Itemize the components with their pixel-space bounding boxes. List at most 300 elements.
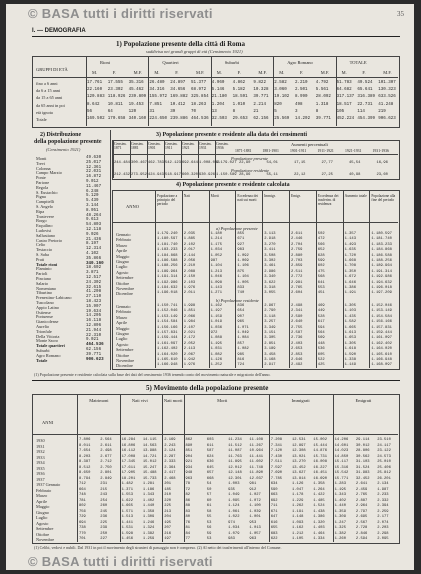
- table4-presente-row-cell: 1.191.314: [157, 275, 178, 280]
- table4-residente-row-label: Agosto: [116, 341, 129, 347]
- table4-residente-row-label: Giugno: [116, 331, 129, 336]
- table4-residente-row-label: Maggio: [116, 325, 130, 331]
- table4-residente-row-cell: 1.665: [344, 325, 356, 330]
- table5-cell: 2.259: [377, 509, 389, 514]
- table5-cell: 904: [185, 454, 193, 459]
- table4-residente-row-cell: 3.458: [264, 352, 276, 357]
- table2-row-value: 5.439: [86, 199, 99, 204]
- table5-cell: 1.034: [228, 526, 240, 530]
- table5-col-anni: ANNI: [42, 420, 54, 425]
- table4-residente-row-cell: 1.084: [237, 336, 249, 341]
- table5-cell: 243: [100, 493, 108, 497]
- table4-presente-row-cell: 1.197.209: [371, 291, 392, 296]
- table1-cell: 8: [232, 109, 236, 114]
- table1-cell: 633.526: [378, 95, 396, 100]
- table3-presente-value: 17,15: [294, 161, 306, 165]
- table1-cell: 64.682: [336, 88, 352, 93]
- table4-presente-row-cell: 1.188.256: [371, 259, 392, 263]
- table1-cell: 32.503: [211, 117, 227, 121]
- table2-row-label: Trionfale: [36, 328, 52, 334]
- table5-cell: 1.371: [121, 487, 133, 492]
- table5-cell: 2.712: [100, 460, 112, 464]
- table4-residente-row-label: Settembre: [116, 347, 134, 353]
- table5-cell: 2.333: [164, 460, 176, 464]
- table1-cell: 3.060: [274, 88, 287, 93]
- table4-residente-row-cell: 1.157.831: [157, 331, 178, 335]
- table5-row-label: Ottobre: [36, 531, 50, 537]
- table2-row-label: Totale: [36, 357, 48, 363]
- table5-group-header: Matrimoni: [89, 398, 109, 403]
- table5-cell: 197: [164, 537, 172, 541]
- table2-row-value: 16.872: [86, 175, 102, 180]
- table5-row-label: Settembre: [36, 526, 54, 531]
- table4-residente-row-cell: 425: [317, 363, 325, 368]
- table2-row-value: 12.806: [86, 324, 102, 328]
- table4-residente-row-cell: 617: [317, 320, 325, 325]
- table5-cell: 921: [185, 460, 193, 464]
- table2-row-value: 19.634: [86, 309, 102, 314]
- table1-cell: 19.453: [128, 102, 144, 107]
- table5-cell: 1.162: [292, 526, 304, 530]
- table5-cell: 225: [100, 520, 108, 525]
- table5-cell: 1.513: [121, 515, 133, 519]
- table5-cell: 58: [206, 509, 212, 514]
- table4-residente-row-cell: 1.166.948: [157, 363, 178, 368]
- table5-group-divider: [269, 394, 270, 542]
- table5-cell: 31.103: [355, 460, 370, 464]
- table5-cell: 1.013: [249, 526, 261, 530]
- table5-cell: 11.890: [249, 471, 264, 475]
- table4-residente-row-cell: 654: [237, 309, 245, 314]
- table5-cell: 729: [79, 515, 86, 519]
- table2-row-label: S. Saba: [36, 252, 49, 257]
- table4-residente-row-cell: 907: [237, 314, 245, 319]
- table4-presente-row-cell: 987: [210, 259, 218, 263]
- table5-cell: 7.120: [270, 449, 283, 453]
- table1-subcol-header: F.: [237, 70, 241, 75]
- table4-residente-row-cell: 2.851: [264, 341, 276, 346]
- table5-cell: 2.169: [164, 438, 176, 442]
- table5-cell: 13.814: [292, 476, 306, 481]
- table4-presente-label: a) Popolazione presente: [216, 226, 258, 231]
- table5-group-divider: [184, 394, 185, 542]
- table1-group-header: Suburbi: [224, 60, 240, 65]
- table5-cell: 983: [228, 537, 235, 541]
- table2-row-value: 12.361: [86, 165, 102, 170]
- table5-cell: 935: [228, 487, 235, 492]
- table5-cell: 80: [185, 515, 191, 519]
- table4-presente-row-cell: 502: [317, 232, 325, 236]
- table4-presente-row-cell: 1.104: [237, 275, 249, 280]
- table2-row-value: 8.197: [86, 242, 99, 247]
- table4-presente-row-cell: 1.180: [210, 232, 222, 236]
- table5-cell: 2.177: [377, 515, 389, 519]
- table5-cell: 622: [270, 537, 278, 541]
- table5-cell: 1.178: [292, 493, 304, 497]
- table1-cell: 19.102: [274, 95, 290, 100]
- table4-presente-row-cell: 2.088: [183, 269, 196, 274]
- table5-row-label: Agosto: [36, 520, 49, 526]
- table1-cell: 5.146: [211, 88, 225, 93]
- table5-cell: 963: [185, 476, 193, 481]
- table3-presente-value: 1.179.027: [216, 161, 237, 165]
- table4-title: 4) Popolazione presente e residente calcolata: [176, 182, 290, 188]
- table5-cell: 1.022: [228, 515, 240, 519]
- table4-residente-row-cell: 1.582: [344, 320, 356, 325]
- table5-cell: 1.003: [228, 482, 240, 486]
- table1-subcol-header: M.F.: [383, 70, 392, 75]
- table4-residente-row-cell: 1.195: [210, 341, 222, 346]
- table2-row-value: 5.120: [86, 194, 99, 199]
- table5-row-label: 1936: [36, 471, 45, 476]
- table5-row-label: 1931: [36, 443, 45, 449]
- table4-residente-row-cell: 2.590: [291, 314, 303, 319]
- table5-cell: 711: [270, 504, 278, 508]
- table5-cell: 748: [79, 493, 86, 497]
- table5-cell: 11.267: [249, 443, 264, 448]
- table5-cell: 2.641: [355, 482, 368, 486]
- table5-cell: 50: [206, 487, 212, 492]
- table4-presente-row-cell: 2.704: [291, 242, 303, 247]
- table1-cell: 3: [295, 109, 298, 114]
- table4-residente-row-cell: 2.172: [183, 336, 196, 341]
- table1-cell: 10.328: [253, 88, 269, 93]
- table1-subcol-header: M.F.: [196, 70, 205, 75]
- table3-residente-value: 23,60: [376, 173, 388, 177]
- table5-row-label: Giugno: [36, 509, 49, 515]
- table5-row-label: Luglio: [36, 515, 48, 520]
- table4-presente-row-cell: 1.720: [344, 253, 356, 258]
- table5-cell: 7.806: [79, 438, 91, 442]
- table5-cell: 1.440: [334, 504, 346, 508]
- table5-cell: 84: [185, 531, 191, 536]
- table1-subcol-header: F.: [300, 70, 304, 75]
- table4-presente-row-cell: 568: [317, 275, 325, 280]
- table5-group-header: Nati vivi: [131, 398, 148, 403]
- table5-group-header: Immigrati: [291, 398, 310, 403]
- table1-cell: 5: [274, 109, 277, 114]
- table3-presente-value: 16,96: [376, 161, 388, 165]
- table3-presente-value: 27,77: [321, 161, 333, 165]
- table4-presente-row-cell: 1.672: [344, 275, 356, 280]
- table4-residente-row-cell: 2.736: [291, 336, 303, 341]
- table5-cell: 1.598: [121, 531, 133, 536]
- table1-cell: 21: [253, 109, 259, 114]
- table5-cell: 7.690: [270, 471, 283, 475]
- table5-cell: 1.262: [292, 504, 304, 508]
- table2-row-value: 3.871: [86, 271, 99, 276]
- table5-row-label: Novembre: [36, 537, 55, 542]
- table3-residente-value: 424.943: [148, 173, 164, 177]
- table4-residente-row-cell: 1.126: [210, 358, 222, 362]
- table1-subcol-header: M.: [216, 70, 222, 75]
- table5-cell: 8.203: [79, 454, 91, 459]
- table3-presente-value: 692.644: [182, 161, 198, 165]
- table5-cell: 1.343: [334, 493, 346, 497]
- table2-row-value: 39.771: [86, 352, 102, 357]
- table5-cell: 56: [206, 526, 212, 530]
- table5-row-label: 1933: [36, 454, 45, 460]
- table5-group-divider: [120, 394, 121, 542]
- table4-presente-row-cell: 3.270: [264, 242, 276, 247]
- table5-cell: 254: [100, 498, 108, 503]
- table1-cell: 170.658: [107, 117, 126, 121]
- table5-row-label: 1932: [36, 449, 45, 454]
- table4-residente-row-cell: 2.646: [291, 358, 303, 362]
- table1-cell: 22.160: [87, 88, 103, 93]
- table5-cell: 29.114: [355, 438, 370, 442]
- table1-cell: 31: [149, 109, 155, 114]
- table5-cell: 603: [206, 438, 214, 442]
- table1-cell: 239.886: [170, 117, 188, 121]
- table5-cell: 2.611: [100, 443, 112, 448]
- table1-cell: 62.156: [253, 117, 269, 121]
- table4-presente-row-cell: 1.708: [344, 264, 356, 269]
- table4-residente-row-cell: 1.154.584: [157, 320, 178, 325]
- table5-cell: 15.733: [142, 476, 157, 481]
- table4-presente-row-cell: 927: [237, 242, 245, 247]
- table5-cell: 2.298: [377, 531, 389, 536]
- table4-residente-row-cell: 1.036: [210, 325, 222, 330]
- table4-residente-row-cell: 569: [317, 336, 325, 341]
- table2-row-value: 25.017: [86, 160, 102, 165]
- table4-presente-row-cell: 1.034: [210, 248, 222, 253]
- table4-presente-row-cell: 475: [317, 269, 325, 274]
- table5-cell: 11.441: [249, 454, 264, 459]
- table5-cell: 15.316: [334, 465, 349, 470]
- table2-row-label: Ponte: [36, 175, 46, 181]
- table4-residente-label: b) Popolazione residente: [216, 298, 259, 303]
- table3-col-header: Censim. 1931: [199, 142, 212, 151]
- table5-cell: 2.203: [377, 526, 389, 530]
- table5-cell: 14.850: [334, 454, 349, 459]
- table4-presente-row-cell: 2.859: [291, 264, 303, 269]
- table4-presente-row-cell: 1.189.964: [371, 264, 392, 269]
- table4-presente-row-cell: 3.113: [264, 232, 276, 236]
- table5-cell: 2.095: [377, 537, 389, 541]
- table4-col-divider: [262, 190, 263, 368]
- table5-cell: 30.012: [355, 443, 370, 448]
- table1-cell: 64: [107, 109, 113, 114]
- table2-row-value: 11.467: [86, 184, 102, 189]
- table2-title-2: della popolazione presente: [34, 139, 102, 145]
- table4-residente-row-cell: 2.587: [291, 331, 303, 335]
- table2-row-label: Salario: [36, 280, 49, 286]
- table5-row-label: 1930: [36, 438, 45, 443]
- table4-presente-row-cell: 1.386: [344, 286, 356, 290]
- table5-cell: 587: [206, 449, 214, 453]
- table4-residente-row-cell: 1.984: [183, 320, 196, 325]
- table1-cell: 2.582: [274, 81, 287, 85]
- table1-subcol-header: M.F.: [258, 70, 267, 75]
- table4-presente-row-cell: 2.703: [291, 259, 303, 263]
- table4-presente-row-cell: 1.186.588: [371, 253, 392, 258]
- table1-subcol-header: F.: [362, 70, 366, 75]
- table4-presente-row-cell: 2.056: [183, 259, 196, 263]
- table2-row-label: Suburbi: [36, 348, 50, 353]
- table3-residente-value: 27,25: [321, 173, 333, 177]
- table5-cell: 13.988: [142, 449, 157, 453]
- table5-cell: 15.117: [334, 460, 349, 464]
- table2-row-value: 18.423: [86, 300, 102, 304]
- table2-row-value: 22.031: [86, 170, 102, 175]
- table1-cell: 39: [170, 109, 176, 114]
- table5-cell: 18.201: [121, 476, 136, 481]
- table1-cell: 21.180: [211, 95, 227, 100]
- table4-presente-row-cell: 2.210: [183, 264, 196, 269]
- table5-cell: 7.341: [270, 443, 283, 448]
- table4-residente-row-cell: 1.156.166: [157, 325, 178, 330]
- table1-group-header: Agro Romano: [287, 60, 313, 65]
- table4-residente-row-cell: 3.168: [264, 358, 276, 362]
- table4-residente-row-cell: 528: [317, 314, 325, 319]
- table1-cell: 39.771: [253, 95, 269, 100]
- table1-cell: 464.536: [191, 117, 209, 121]
- table5-cell: 1.382: [334, 531, 346, 536]
- table4-residente-row-cell: 2.653: [291, 347, 303, 352]
- table5-cell: 1.283: [334, 482, 346, 486]
- table4-residente-row-cell: 1.197: [210, 309, 222, 314]
- table5-cell: 1.524: [313, 504, 325, 508]
- footnote-2: (1) Celibi, vedovi e nubili. Dal 1931 in poi il movimento degli stranieri di passaggio non è compreso. (2) Al netto dei trasferimenti all'interno del Comune.: [34, 545, 282, 550]
- table5-cell: 1.072: [249, 498, 261, 503]
- table4-presente-row-cell: 983: [237, 248, 245, 253]
- table3-header-rule: [112, 154, 398, 155]
- table5-cell: 25.406: [377, 465, 391, 470]
- table2-row-value: 8.051: [86, 208, 99, 213]
- table4-presente-row-cell: 1.106: [237, 264, 249, 269]
- table4-presente-row-cell: 566: [317, 242, 325, 247]
- table2-row-value: 49.630: [86, 156, 102, 160]
- table3-increment-col: 1901-1911: [290, 149, 307, 153]
- table3-increment-col: 1871-1881: [235, 149, 252, 153]
- table5-cell: 1.571: [121, 509, 133, 514]
- table4-presente-row-cell: 1.098: [210, 280, 222, 285]
- table4-col-divider: [316, 190, 317, 368]
- table5-cell: 11.748: [249, 465, 264, 470]
- table5-cell: 647: [270, 515, 278, 519]
- table4-col-header: Aumento totale: [344, 194, 367, 198]
- table5-cell: 616: [270, 520, 278, 525]
- table4-residente-row-cell: 1.152.046: [157, 309, 178, 314]
- table4-residente-row-cell: 2.640: [291, 320, 303, 325]
- table4-presente-row-label: Giugno: [116, 259, 129, 264]
- table4-presente-row-cell: 1.192.986: [371, 275, 392, 280]
- table1-cell: 25.569: [274, 117, 290, 121]
- table5-cell: 2.801: [100, 471, 112, 475]
- table4-residente-row-label: Aprile: [116, 320, 127, 326]
- table2-row-label: S. Angelo: [36, 204, 53, 209]
- table2-row-value: 15.907: [86, 304, 102, 309]
- table4-residente-row-cell: 3.305: [264, 336, 276, 341]
- table5-cell: 2.849: [100, 476, 112, 481]
- table5-cell: 28.806: [355, 449, 370, 453]
- table4-residente-row-cell: 1.153.149: [157, 314, 178, 319]
- table3-presente-value: 1.008.083: [199, 161, 220, 165]
- table5-cell: 1.281: [142, 482, 155, 486]
- table5-cell: 1.126: [292, 482, 304, 486]
- table5-cell: 12.897: [292, 443, 306, 448]
- table2-row-value: 906.623: [86, 357, 104, 362]
- table3-increment-label: Aumenti percentuali: [291, 142, 328, 147]
- table4-residente-row-label: Gennaio: [116, 304, 131, 309]
- table5-row-label: Maggio: [36, 504, 50, 509]
- table4-residente-row-cell: 2.967: [264, 304, 276, 308]
- table4-presente-row-cell: 3.622: [264, 280, 276, 285]
- table3-residente-value: 212.432: [114, 173, 130, 177]
- table2-row-label: Totale quartieri: [36, 343, 65, 349]
- table4-residente-row-cell: 1.153.149: [371, 309, 392, 314]
- table1-cell: 2.501: [295, 88, 308, 93]
- table3-residente-value: 55,11: [266, 173, 278, 177]
- table5-cell: 2.394: [377, 504, 389, 508]
- table5-cell: 1.987: [377, 487, 389, 492]
- table2-row-value: 12.517: [86, 276, 102, 280]
- table4-presente-row-cell: 652: [317, 248, 325, 253]
- table5-cell: 15.444: [313, 443, 327, 448]
- table5-cell: 953: [249, 520, 257, 525]
- table1-cell: 1.204: [211, 102, 225, 107]
- table4-presente-row-cell: 1.192.986: [157, 280, 178, 285]
- table4-presente-row-cell: 2.446: [291, 237, 303, 242]
- table4-presente-row-label: Maggio: [116, 253, 130, 259]
- mid-rule: [32, 380, 400, 381]
- table4-presente-row-cell: 628: [317, 253, 325, 258]
- table4-residente-row-cell: 3.118: [264, 314, 276, 319]
- table1-subcol-header: M.F.: [133, 70, 142, 75]
- table5-cell: 912: [249, 487, 257, 492]
- table5-cell: 59: [206, 531, 212, 536]
- table4-residente-row-cell: 1.305: [344, 304, 356, 308]
- table4-residente-row-cell: 1.071: [237, 325, 249, 330]
- table5-cell: 694: [79, 520, 86, 525]
- table4-residente-row-label: Febbraio: [116, 309, 132, 315]
- table1-subcol-header: M.: [279, 70, 285, 75]
- table5-cell: 1.665: [121, 504, 133, 508]
- table4-presente-row-cell: 1.214: [210, 237, 222, 242]
- page-number: 35: [397, 10, 404, 18]
- table2-row-value: 18.602: [86, 266, 102, 271]
- table3-residente-value: 22,12: [294, 173, 306, 177]
- table4-presente-row-cell: 1.186.588: [157, 259, 178, 263]
- table5-cell: 11.763: [228, 454, 242, 459]
- table4-col-header: Eccedenza dei trasferim. di residenza: [317, 194, 339, 206]
- table4-presente-row-cell: 641: [317, 280, 325, 285]
- table5-cell: 1.259: [142, 537, 155, 541]
- table3-residente-label: Popolazione residente: [231, 168, 270, 173]
- table1-subcol-header: F.: [112, 70, 117, 75]
- table1-cell: 70: [191, 109, 197, 114]
- table1-cell: 41.248: [378, 102, 394, 107]
- table4-residente-row-cell: 857: [237, 341, 245, 346]
- table5-cell: 30.562: [355, 454, 370, 459]
- table2-row-label: Gianicolense: [36, 319, 59, 325]
- table5-cell: 16.008: [313, 460, 327, 464]
- table4-presente-row-label: Gennaio: [116, 232, 131, 237]
- table4-residente-row-cell: 2.066: [183, 314, 196, 319]
- table3-residente-value: 40,98: [349, 173, 361, 177]
- table1-cell: 317.137: [336, 95, 355, 100]
- table5-cell: 15.731: [313, 454, 327, 459]
- table5-cell: 31.983: [355, 471, 370, 475]
- table4-presente-row-cell: 1.046: [210, 275, 222, 280]
- table5-cell: 1.482: [121, 482, 133, 486]
- table1-cell: 2.214: [253, 102, 266, 107]
- table4-presente-row-cell: 1.646: [344, 280, 356, 285]
- table5-cell: 16.806: [121, 443, 136, 448]
- table4-col-header: Immigr.: [264, 194, 276, 198]
- table2-row-label: Appio Latino: [36, 304, 60, 310]
